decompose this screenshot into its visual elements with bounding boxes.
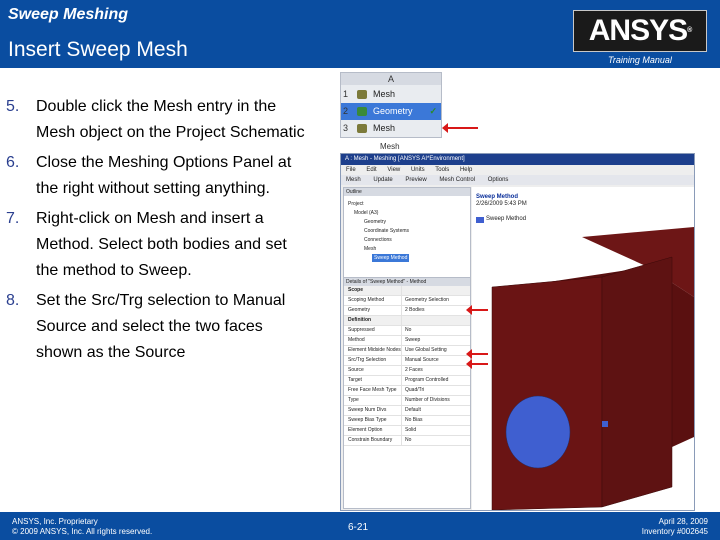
step-text: Close the Meshing Options Panel at the right without setting anything. [36, 154, 292, 197]
graphics-viewport[interactable] [472, 187, 694, 510]
project-schematic [340, 72, 442, 138]
row-number: 1 [343, 89, 349, 99]
step-number: 7. [6, 210, 20, 227]
header-bar [0, 0, 720, 68]
step-item [6, 150, 306, 202]
menu-view[interactable]: View [387, 167, 401, 173]
body-side-face [602, 257, 672, 507]
slide-title: Insert Sweep Mesh [8, 38, 188, 61]
details-header: Details of "Sweep Method" - Method [344, 278, 470, 286]
graphics-date: 2/26/2009 5:43 PM [476, 201, 527, 207]
callout-arrow [470, 363, 488, 365]
details-row-constrain-boundary[interactable]: Constrain Boundary No [344, 436, 470, 446]
step-text: Right-click on Mesh and insert a Method. Select both bodies and set the method to Sweep. [36, 210, 287, 279]
step-list [6, 94, 306, 370]
meshing-window [340, 153, 695, 511]
geometry-icon [357, 107, 367, 116]
menu-tools[interactable]: Tools [435, 167, 450, 173]
callout-arrow [470, 353, 488, 355]
schematic-row-geometry[interactable] [341, 103, 441, 120]
section-title: Sweep Meshing [8, 6, 129, 23]
tree-node-coordinate-systems[interactable]: Coordinate Systems [364, 228, 410, 234]
details-row-src-trg-selection[interactable]: Src/Trg Selection Manual Source [344, 356, 470, 366]
schematic-row-mesh-system[interactable] [341, 86, 441, 103]
footer-copyright: ANSYS, Inc. Proprietary © 2009 ANSYS, Inc. All rights reserved. [12, 517, 153, 536]
menu-edit[interactable]: Edit [366, 167, 377, 173]
callout-arrow [470, 309, 488, 311]
row-number: 2 [343, 106, 349, 116]
tree-node-connections[interactable]: Connections [364, 237, 392, 243]
mesh-icon [357, 124, 367, 133]
tree-node-model[interactable]: Model (A3) [354, 210, 379, 216]
details-panel [343, 277, 471, 509]
details-group-definition: Definition [344, 316, 470, 326]
step-number: 8. [6, 292, 20, 309]
step-number: 5. [6, 98, 20, 115]
body-front-face [492, 277, 602, 510]
check-icon: ✓ [429, 106, 437, 116]
source-face-circle [506, 396, 570, 468]
details-row-geometry[interactable]: Geometry 2 Bodies [344, 306, 470, 316]
step-number: 6. [6, 154, 20, 171]
toolbar-mesh-control[interactable]: Mesh Control [439, 177, 476, 183]
details-row-sweep-bias-type[interactable]: Sweep Bias Type No Bias [344, 416, 470, 426]
toolbar-mesh[interactable]: Mesh [346, 177, 361, 183]
page-number: 6-21 [348, 522, 369, 533]
toolbar-preview[interactable]: Preview [405, 177, 427, 183]
toolbar-update[interactable]: Update [373, 177, 393, 183]
window-title: A : Mesh - Meshing [ANSYS AI*Environment] [341, 154, 694, 165]
details-row-sweep-num-divs[interactable]: Sweep Num Divs Default [344, 406, 470, 416]
tree-node-sweep-method[interactable]: Sweep Method [374, 255, 408, 261]
details-row-suppressed[interactable]: Suppressed No [344, 326, 470, 336]
menu-help[interactable]: Help [459, 167, 473, 173]
details-row-type[interactable]: Type Number of Divisions [344, 396, 470, 406]
step-item [6, 94, 306, 146]
step-text: Double click the Mesh entry in the Mesh object on the Project Schematic [36, 98, 305, 141]
callout-arrow [446, 127, 478, 129]
step-text: Set the Src/Trg selection to Manual Source and select the two faces shown as the Source [36, 292, 286, 361]
menu-file[interactable]: File [346, 167, 356, 173]
source-face-small [602, 421, 608, 427]
step-item [6, 288, 306, 366]
menu-units[interactable]: Units [410, 167, 425, 173]
row-label: Mesh [373, 89, 396, 99]
model-view [472, 187, 694, 510]
ansys-logo: ANSYS® [573, 10, 707, 52]
schematic-row-mesh[interactable] [341, 120, 441, 137]
toolbar-options[interactable]: Options [487, 177, 509, 183]
details-row-source[interactable]: Source 2 Faces [344, 366, 470, 376]
details-row-midside-nodes[interactable]: Element Midside Nodes Use Global Setting [344, 346, 470, 356]
row-number: 3 [343, 123, 349, 133]
row-label: Geometry [373, 106, 413, 116]
details-group-scope: Scope [344, 286, 470, 296]
schematic-column-header: A [341, 73, 441, 85]
footer-date: April 28, 2009 Inventory #002645 [641, 517, 708, 536]
tree-node-mesh[interactable]: Mesh [364, 246, 377, 252]
footer-bar [0, 512, 720, 540]
mesh-system-icon [357, 90, 367, 99]
outline-header: Outline [344, 188, 470, 196]
schematic-caption: Mesh [380, 142, 400, 151]
legend-label: Sweep Method [486, 216, 527, 222]
toolbar [341, 175, 694, 185]
details-row-element-option[interactable]: Element Option Solid [344, 426, 470, 436]
tree-node-project[interactable]: Project [348, 201, 364, 207]
details-row-free-face-mesh-type[interactable]: Free Face Mesh Type Quad/Tri [344, 386, 470, 396]
training-manual-label: Training Manual [608, 55, 672, 65]
graphics-title: Sweep Method [476, 194, 519, 200]
details-row-target[interactable]: Target Program Controlled [344, 376, 470, 386]
details-row-scoping-method[interactable]: Scoping Method Geometry Selection [344, 296, 470, 306]
tree-node-geometry[interactable]: Geometry [364, 219, 386, 225]
row-label: Mesh [373, 123, 396, 133]
menu-bar [341, 165, 694, 175]
legend-swatch [476, 217, 484, 223]
details-row-method[interactable]: Method Sweep [344, 336, 470, 346]
step-item [6, 206, 306, 284]
